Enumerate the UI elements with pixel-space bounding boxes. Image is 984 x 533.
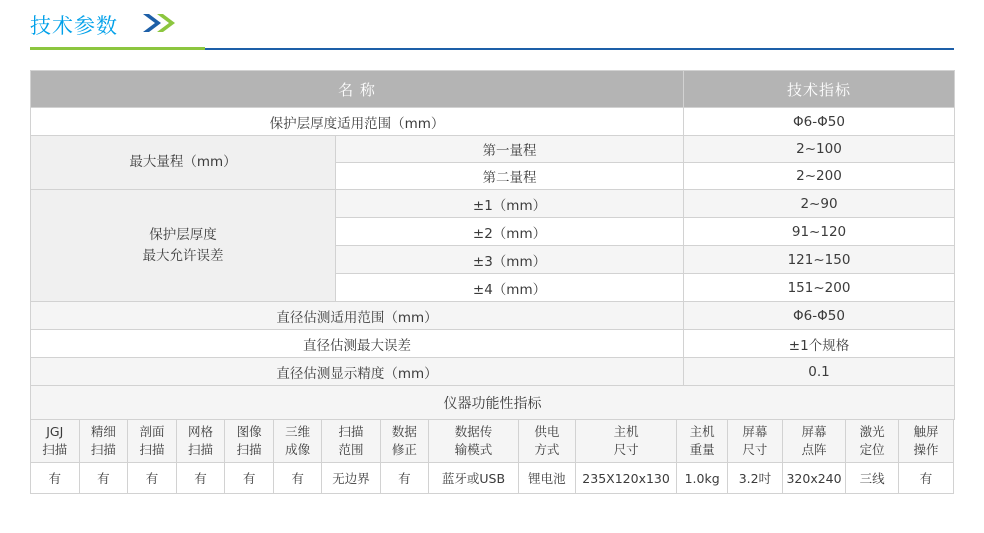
function-value-cell: 有 [31,463,80,494]
row-value: ±1个规格 [684,330,955,358]
function-value-row [31,463,954,494]
function-name-cell [176,420,225,463]
function-name-line2: 尺寸 [613,442,639,457]
spec-table-container [30,70,954,494]
function-value-cell: 有 [176,463,225,494]
function-value-cell: 有 [380,463,429,494]
function-name-line2: 修正 [391,442,417,457]
row-label: 直径估测适用范围（mm） [31,302,684,330]
column-header-value: 技术指标 [684,71,955,108]
function-value-cell: 1.0kg [677,463,728,494]
function-name-line1: 三维 [285,423,311,439]
group-label-tolerance-line2: 最大允许误差 [142,247,224,264]
function-name-line1: 触屏 [913,423,939,439]
function-name-cell [31,420,80,463]
row-sublabel: ±4（mm） [336,274,684,302]
function-value-cell: 无边界 [322,463,380,494]
function-name-cell [782,420,845,463]
function-name-line1: 数据 [391,423,417,439]
row-sublabel: ±1（mm） [336,190,684,218]
function-name-cell [128,420,177,463]
function-name-cell [677,420,728,463]
function-name-cell [273,420,322,463]
table-row [31,190,955,218]
function-value-cell: 3.2吋 [727,463,782,494]
function-name-line2: 扫描 [236,442,262,457]
table-row [31,330,955,358]
function-name-cell [899,420,954,463]
function-value-cell: 有 [128,463,177,494]
function-table [30,419,954,494]
function-name-line1: 扫描 [338,423,364,439]
function-section-title: 仪器功能性指标 [31,386,955,420]
function-name-cell [575,420,676,463]
page-header [0,0,984,60]
function-name-row [31,420,954,463]
function-value-cell: 235X120x130 [575,463,676,494]
row-label: 直径估测显示精度（mm） [31,358,684,386]
function-name-line2: 点阵 [801,442,827,457]
function-name-line1: 供电 [534,423,560,439]
function-name-line2: 尺寸 [742,442,768,457]
spec-table [30,70,955,420]
function-name-line2: 方式 [534,442,560,457]
row-value: 2~200 [684,163,955,190]
function-name-line1: 主机 [613,423,639,439]
function-name-line1: 网格 [188,423,214,439]
row-sublabel: 第一量程 [336,136,684,163]
function-name-line1: 图像 [236,423,262,439]
table-row [31,108,955,136]
row-value: Φ6-Φ50 [684,302,955,330]
function-name-line2: 扫描 [188,442,214,457]
function-value-cell: 有 [79,463,128,494]
row-label: 直径估测最大误差 [31,330,684,358]
function-name-line2: 范围 [338,442,364,457]
double-chevron-right-icon [143,13,177,33]
function-name-line2: 定位 [859,442,885,457]
function-name-line2: 输模式 [454,442,493,457]
column-header-name: 名 称 [31,71,684,108]
group-label-tolerance [31,190,336,302]
function-value-cell: 锂电池 [518,463,575,494]
page-title: 技术参数 [30,14,118,38]
function-name-line1: 激光 [859,423,885,439]
row-value: 121~150 [684,246,955,274]
function-name-line2: 操作 [913,442,939,457]
table-row [31,358,955,386]
function-name-cell [518,420,575,463]
function-name-line2: 扫描 [90,442,116,457]
function-name-line1: 剖面 [139,423,165,439]
function-name-cell [79,420,128,463]
row-value: 0.1 [684,358,955,386]
header-rule-green [30,47,205,50]
function-name-line1: 屏幕 [801,423,827,439]
function-value-cell: 有 [899,463,954,494]
header-rule-blue [205,48,954,50]
function-name-line1: JGJ [46,423,64,439]
row-value: Φ6-Φ50 [684,108,955,136]
function-name-cell [846,420,899,463]
row-sublabel: 第二量程 [336,163,684,190]
function-value-cell: 有 [225,463,274,494]
function-name-cell [380,420,429,463]
function-name-line1: 屏幕 [742,423,768,439]
row-sublabel: ±2（mm） [336,218,684,246]
function-name-line1: 数据传 [454,423,493,439]
function-value-cell: 蓝牙或USB [429,463,519,494]
table-row [31,136,955,163]
row-value: 151~200 [684,274,955,302]
function-name-cell [429,420,519,463]
row-value: 91~120 [684,218,955,246]
function-name-cell [225,420,274,463]
function-value-cell: 320x240 [782,463,845,494]
group-label-max-range: 最大量程（mm） [31,136,336,190]
row-sublabel: ±3（mm） [336,246,684,274]
table-row [31,302,955,330]
group-label-tolerance-line1: 保护层厚度 [149,227,217,244]
function-name-line1: 精细 [90,423,116,439]
function-value-cell: 有 [273,463,322,494]
function-name-line2: 重量 [689,442,715,457]
function-name-cell [322,420,380,463]
function-name-line2: 扫描 [42,442,68,457]
table-header-row [31,71,955,108]
function-section-header-row [31,386,955,420]
function-name-cell [727,420,782,463]
function-name-line2: 扫描 [139,442,165,457]
row-label: 保护层厚度适用范围（mm） [31,108,684,136]
function-name-line1: 主机 [689,423,715,439]
row-value: 2~100 [684,136,955,163]
row-value: 2~90 [684,190,955,218]
function-name-line2: 成像 [285,442,311,457]
function-value-cell: 三线 [846,463,899,494]
